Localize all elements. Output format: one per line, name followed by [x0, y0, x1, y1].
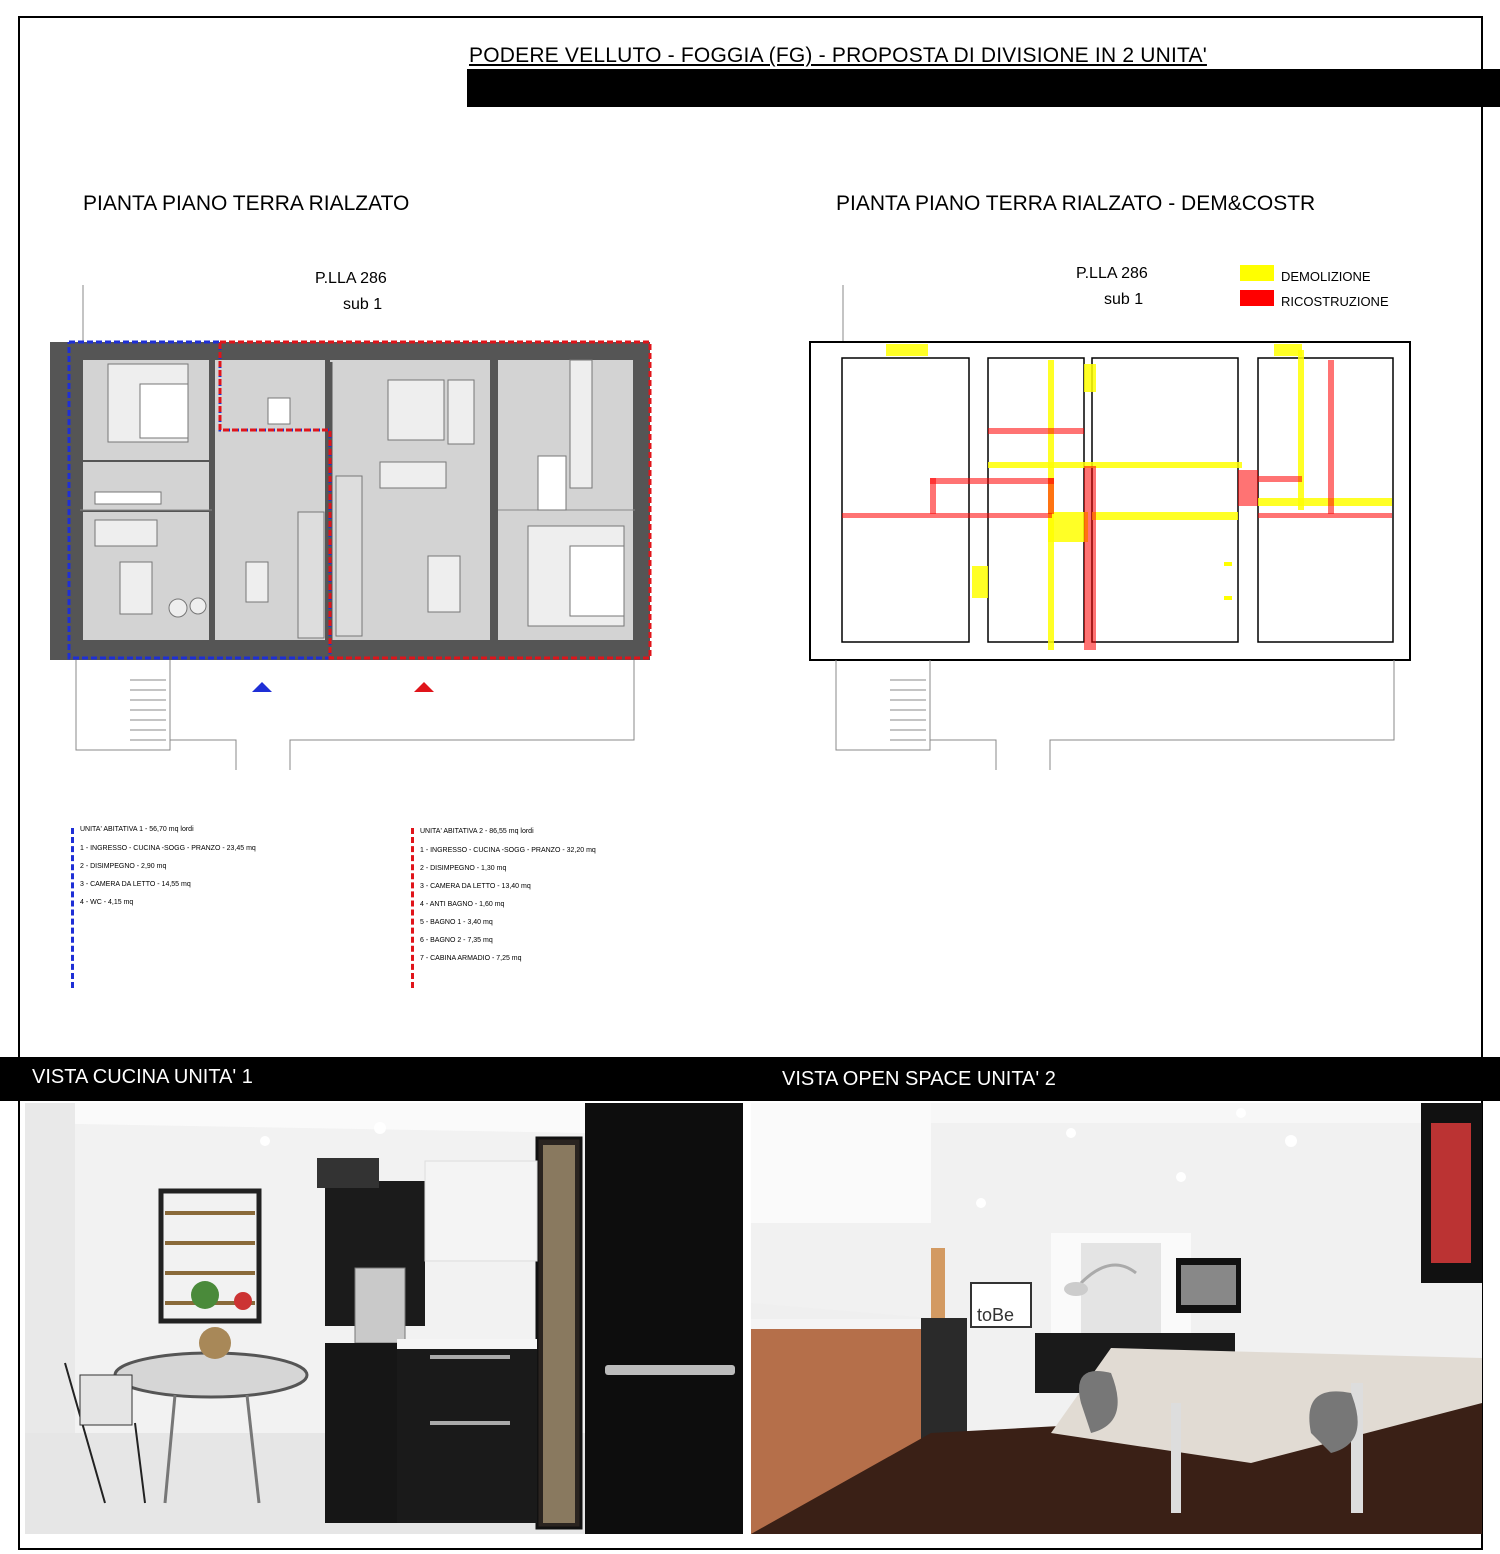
unit1-summary: UNITA' ABITATIVA 1 - 56,70 mq lordi — [80, 826, 194, 833]
page-title: PODERE VELLUTO - FOGGIA (FG) - PROPOSTA DI DIVISIONE IN 2 UNITA' — [469, 44, 1207, 67]
right-floor-plan — [800, 280, 1460, 770]
kitchen-render — [25, 1103, 743, 1534]
view-label-openspace: VISTA OPEN SPACE UNITA' 2 — [782, 1068, 1056, 1090]
unit2-marker-line — [411, 828, 414, 988]
unit2-room-2: 2 - DISIMPEGNO - 1,30 mq — [420, 865, 507, 872]
unit1-room-2: 2 - DISIMPEGNO - 2,90 mq — [80, 863, 167, 870]
poster-text: toBe — [977, 1305, 1015, 1325]
title-bar — [467, 69, 1500, 107]
unit2-room-1: 1 - INGRESSO - CUCINA -SOGG - PRANZO - 32,20 mq — [420, 847, 596, 854]
unit1-room-1: 1 - INGRESSO - CUCINA -SOGG - PRANZO - 23,45 mq — [80, 845, 256, 852]
unit2-room-5: 5 - BAGNO 1 - 3,40 mq — [420, 919, 493, 926]
right-plan-title: PIANTA PIANO TERRA RIALZATO - DEM&COSTR — [836, 192, 1316, 215]
legend-label-ricostruzione: RICOSTRUZIONE — [1281, 294, 1389, 309]
view-label-kitchen: VISTA CUCINA UNITA' 1 — [32, 1066, 253, 1088]
right-sub-label: sub 1 — [1104, 291, 1144, 308]
legend-swatch-demolizione — [1240, 265, 1274, 281]
unit2-room-3: 3 - CAMERA DA LETTO - 13,40 mq — [420, 883, 531, 890]
left-floor-plan — [40, 280, 700, 770]
unit1-room-4: 4 - WC - 4,15 mq — [80, 899, 134, 906]
right-plot-label: P.LLA 286 — [1076, 265, 1148, 282]
unit2-room-6: 6 - BAGNO 2 - 7,35 mq — [420, 937, 493, 944]
unit2-summary: UNITA' ABITATIVA 2 - 86,55 mq lordi — [420, 828, 534, 835]
unit1-marker-line — [71, 828, 74, 988]
unit2-room-7: 7 - CABINA ARMADIO - 7,25 mq — [420, 955, 522, 962]
left-plan-title: PIANTA PIANO TERRA RIALZATO — [83, 192, 410, 215]
legend-label-demolizione: DEMOLIZIONE — [1281, 269, 1371, 284]
left-plot-label: P.LLA 286 — [315, 270, 387, 287]
openspace-render — [751, 1103, 1482, 1534]
left-sub-label: sub 1 — [343, 296, 383, 313]
unit2-room-4: 4 - ANTI BAGNO - 1,60 mq — [420, 901, 505, 908]
unit1-room-3: 3 - CAMERA DA LETTO - 14,55 mq — [80, 881, 191, 888]
